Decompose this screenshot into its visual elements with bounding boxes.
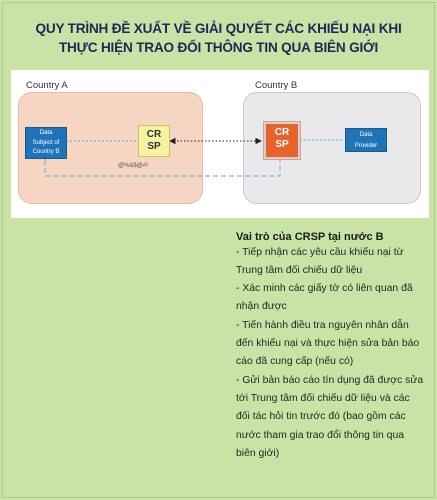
caption-line-9: tới Trung tâm đối chiếu dữ liệu và các [236, 393, 410, 404]
crsp-b-label-1: CR [274, 127, 290, 138]
data-provider-box [345, 128, 387, 152]
page-title-line-2: THỰC HIỆN TRAO ĐỔI THÔNG TIN QUA BIÊN GIỚI [58, 40, 379, 55]
caption-line-5: - Tiến hành điều tra nguyên nhân dẫn [236, 320, 409, 331]
caption-line-2: Trung tâm đối chiếu dữ liệu [236, 265, 363, 276]
page-title-line-1: QUY TRÌNH ĐỀ XUẤT VỀ GIẢI QUYẾT CÁC KHIẾU NẠI KHI [35, 21, 402, 36]
caption-line-8: - Gửi bản báo cáo tín dụng đã được sửa [236, 375, 424, 386]
crsp-country-a [138, 125, 170, 157]
crsp-a-label-1: CR [146, 129, 162, 140]
country-b-label: Country B [255, 80, 298, 91]
caption-line-3: - Xác minh các giấy tờ có liên quan đã [236, 283, 413, 294]
caption-heading: Vai trò của CRSP tại nước B [236, 231, 384, 243]
connector-glyph: @%&$@#! [118, 163, 148, 169]
data-provider-label-1: Data [359, 132, 373, 138]
caption-line-4: nhận được [236, 301, 287, 312]
data-subject-box [25, 127, 67, 159]
caption-line-11: nước tham gia trao đổi thông tin qua [236, 430, 405, 441]
caption-line-7: cáo đã cung cấp (nếu có) [236, 356, 354, 367]
caption-line-12: biên giới) [236, 448, 280, 459]
data-subject-label-1: Data [39, 130, 53, 136]
crsp-b-label-2: SP [275, 139, 289, 150]
crsp-country-b [264, 122, 300, 159]
data-provider-label-2: Provider [354, 142, 378, 149]
caption-line-6: đến khiếu nại và thực hiện sửa bản báo [236, 338, 420, 349]
data-subject-label-3: Country B [32, 149, 60, 155]
caption-line-10: đối tác hỏi tin trước đó (bao gồm các [236, 411, 406, 422]
crsp-a-label-2: SP [147, 141, 161, 152]
return-path-line [45, 158, 280, 176]
caption-line-1: - Tiếp nhận các yêu cầu khiếu nại từ [236, 247, 404, 258]
country-a-label: Country A [26, 80, 68, 91]
data-subject-label-2: Subject of [32, 139, 60, 146]
